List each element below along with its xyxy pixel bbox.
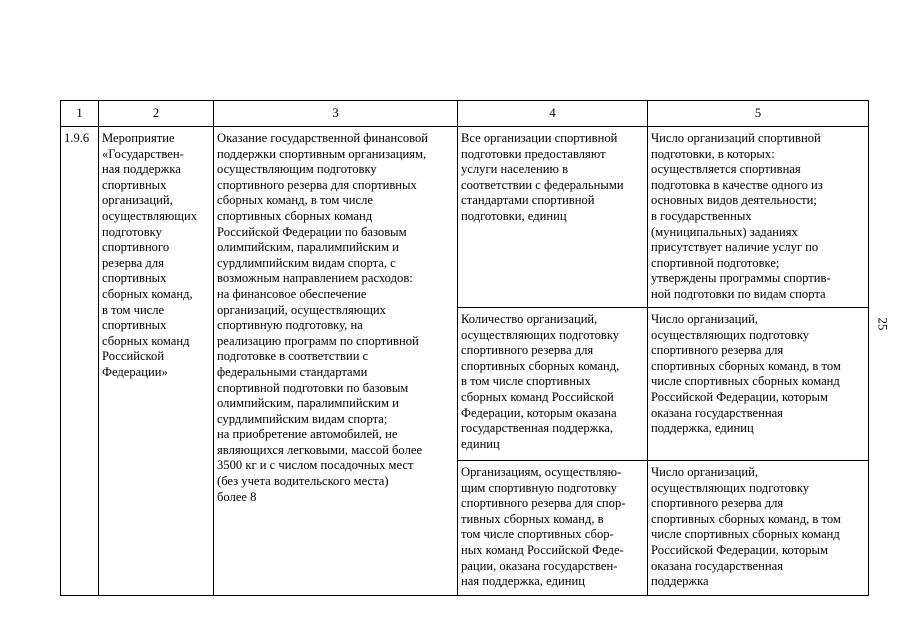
calculation-text-1: Число организаций спортивной подготовки, в которых: осуществляется спортивная подготовка в качестве одного из основных видов деятельности; в государственных (муниципальных) заданиях присутствует наличие услуг по спортивной подготовке; утверждены программы спортив- ной подготовки по видам спорта [651, 131, 831, 301]
row-number-cell [61, 127, 99, 596]
header-col-4: 4 [458, 101, 648, 127]
calculation-text-3: Число организаций, осуществляющих подготовку спортивного резерва для спортивных сборных команд, в том числе спортивных сборных команд Российской Федерации, которым оказана государственная поддержка [651, 465, 841, 589]
calculation-text-2: Число организаций, осуществляющих подготовку спортивного резерва для спортивных сборных команд, в том числе спортивных сборных команд Российской Федерации, которым оказана государственная поддержка, единиц [651, 312, 841, 436]
description-cell [214, 127, 458, 596]
result-cell-3 [458, 461, 648, 596]
indicators-table [60, 100, 869, 596]
header-col-3: 3 [214, 101, 458, 127]
event-description: Оказание государственной финансовой поддержки спортивным организациям, осуществляющим подготовку спортивного резерва для спортивных сборных команд, в том числе спортивных сборных команд Российской Федерации по базовым олимпийским, паралимпийским и сурдлимпийским видам спорта, с возможным направлением расходов: на финансовое обеспечение организаций, осуществляющих спортивную подготовку, на реализацию программ по спортивной подготовке в соответствии с федеральными стандартами спортивной подготовки по базовым олимпийским, паралимпийским и сурдлимпийским видам спорта; на приобретение автомобилей, не являющихся легковыми, массой более 3500 кг и с числом посадочных мест (без учета водительского места) более 8 [217, 131, 429, 504]
event-name: Мероприятие «Государствен- ная поддержка спортивных организаций, осуществляющих подготовку спортивного резерва для спортивных сборных команд, в том числе спортивных сборных команд Российской Федерации» [102, 131, 198, 379]
table-header-row [61, 101, 869, 127]
result-text-1: Все организации спортивной подготовки предоставляют услуги населению в соответствии с федеральными стандартами спортивной подготовки, единиц [461, 131, 624, 223]
result-cell-2 [458, 308, 648, 461]
header-col-1: 1 [61, 101, 99, 127]
result-text-2: Количество организаций, осуществляющих подготовку спортивного резерва для спортивных сборных команд, в том числе спортивных сборных команд Российской Федерации, которым оказана государственная поддержка, единиц [461, 312, 620, 451]
result-text-3: Организациям, осуществляю- щим спортивную подготовку спортивного резерва для спор- тивных сборных команд, в том числе спортивных сбор- ных команд Российской Феде- рации, оказана государствен- ная поддержка, единиц [461, 465, 626, 589]
table-row [61, 127, 869, 308]
page-number: 25 [875, 317, 891, 331]
header-col-5: 5 [648, 101, 869, 127]
calculation-cell-1 [648, 127, 869, 308]
event-cell [99, 127, 214, 596]
calculation-cell-2 [648, 308, 869, 461]
calculation-cell-3 [648, 461, 869, 596]
header-col-2: 2 [99, 101, 214, 127]
result-cell-1 [458, 127, 648, 308]
row-number: 1.9.6 [64, 131, 90, 145]
